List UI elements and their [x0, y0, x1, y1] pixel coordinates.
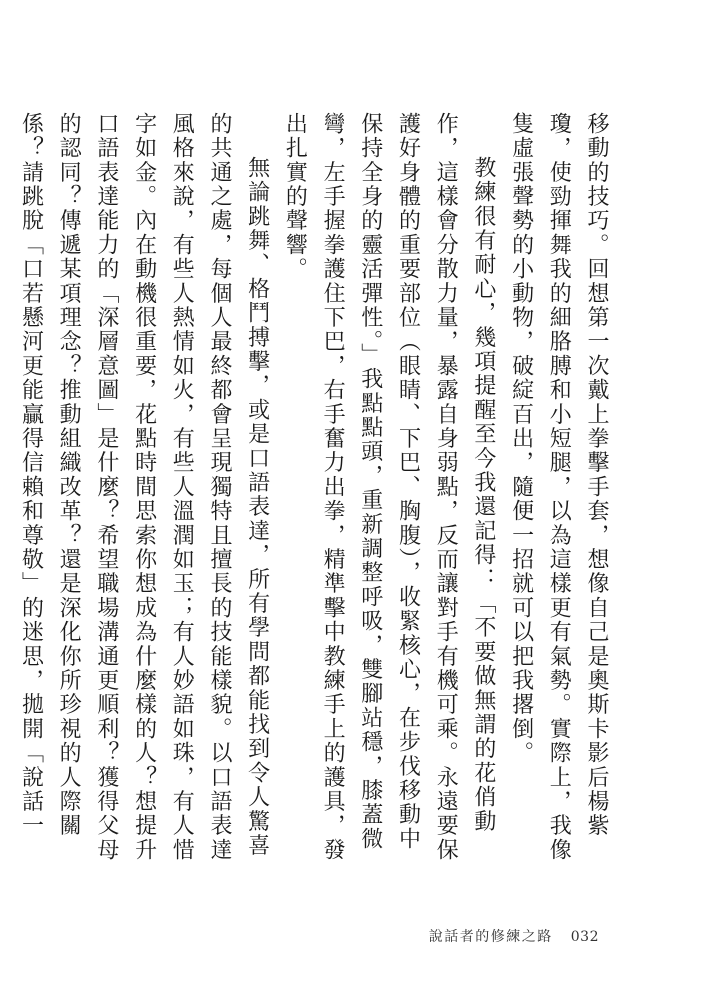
paragraph-speaking-style: 無論跳舞、格鬥搏擊，或是口語表達，所有學問都能找到令人驚喜的共通之處，每個人最終都會呈現獨特且擅長的技能樣貌。以口語表達風格來說，有些人熱情如火，有些人溫潤如玉；有人妙語如珠，有人惜字如金。內在動機很重要，花點時間思索你想成為什麼樣的人？想提升口語表達能力的「深層意圖」是什麼？希望職場溝通更順利？獲得父母的認同？傳遞某項理念？推動組織改革？還是深化你所珍視的人際關係？請跳脫「口若懸河更能贏得信賴和尊敬」的迷思，拋開「說話一: [18, 112, 270, 863]
page-number: 032: [570, 929, 599, 945]
paragraph-continued: 移動的技巧。回想第一次戴上拳擊手套，想像自己是奧斯卡影后楊紫瓊，使勁揮舞我的細胳膊和小短腿，以為這樣更有氣勢。實際上，我像隻虛張聲勢的小動物，破綻百出，隨便一招就可以把我撂倒。: [508, 112, 609, 863]
body-text: [12, 112, 615, 872]
running-title: 說話者的修練之路: [428, 929, 553, 945]
page-footer: [429, 926, 599, 946]
paragraph-coach-advice: 教練很有耐心，幾項提醒至今我還記得：「不要做無謂的花俏動作，這樣會分散力量，暴露自身弱點，反而讓對手有機可乘。永遠要保護好身體的重要部位（眼睛、下巴、胸腹），收緊核心，在步伐移動中保持全身的靈活彈性。」我點點頭，重新調整呼吸，雙腳站穩，膝蓋微彎，左手握拳護住下巴，右手奮力出拳，精準擊中教練手上的護具，發出扎實的聲響。: [282, 112, 496, 863]
